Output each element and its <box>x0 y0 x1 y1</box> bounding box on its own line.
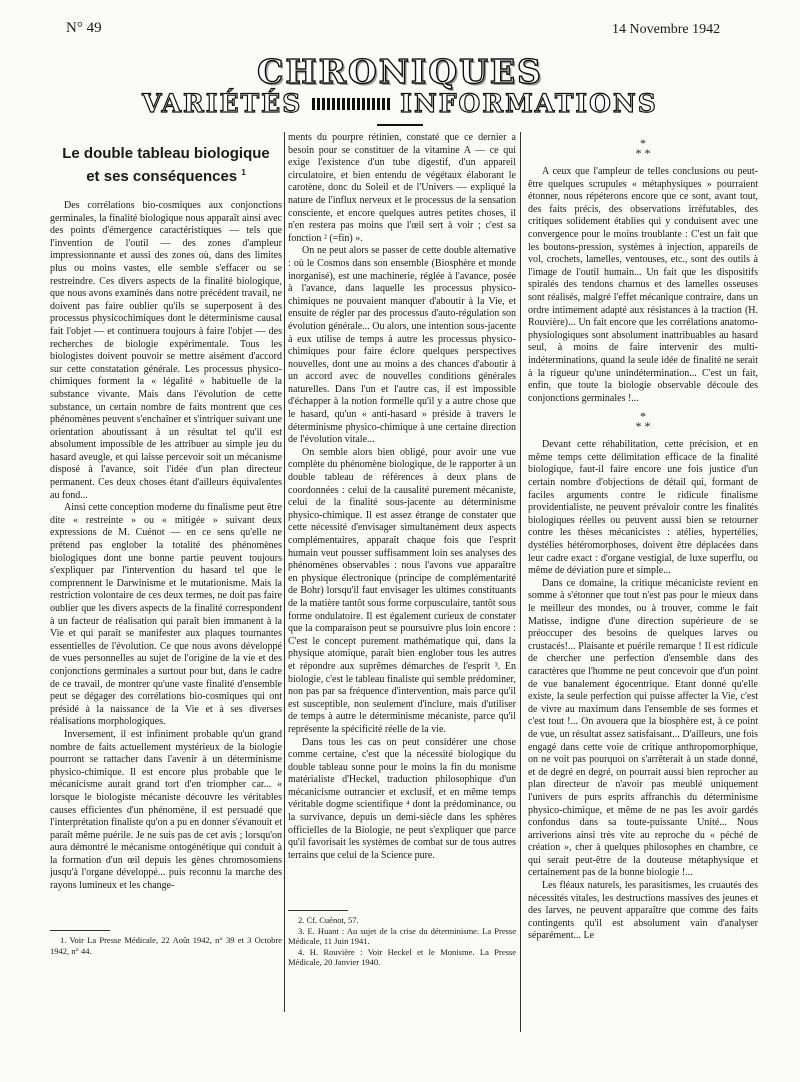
paragraph: A ceux que l'ampleur de telles conclusions ou peut-être quelques scrupules « métaphysiques » pourraient étonner, nous répéterons encore que ce sont, avant tout, des faits précis, des observations irréfutables, des critiques solidement établies qui y conduisent avec une convergence pour le moins troublante : C'est un fait que les boutons-pression, systèmes à injection, appareils de vol, crochets, lamelles, ventouses, etc., sont des outils à l'image de l'outil humain... Un fait que les dispositifs spiralés des tendons charnus et des lamelles osseuses sont réalisés, malgré l'effet mécanique contraire, dans un ordre intimement adapté aux résistances à la traction (H. Rouvière)... Un fait encore que les corrélations anatomo-physiologiques sont absolument inattribuables au hasard seul, à moins de faire intervenir des multi-indéterminations, quand la seule idée de finalité ne serait à la rigueur qu'une unindétermination... C'est un fait, enfin, que toute la biologie observable découle des conjonctions germinales !... <box>528 166 758 404</box>
paragraph: Dans tous les cas on peut considérer une chose comme certaine, c'est que la nécessité biologique du double tableau sonne pour le moins la fin du monisme matérialiste d'Heckel, traduction philosophique d'un mécanicisme outrancier et exclusif, et en même temps véritable dogme scientifique ⁴ dont la prédominance, ou la survivance, depuis un demi-siècle dans les sphères officielles de la Biologie, ne peut s'expliquer que parce qu'il favorisait les systèmes de combat sur de tous autres terrains que celui de la Science pure. <box>288 736 516 861</box>
paragraph: Inversement, il est infiniment probable qu'un grand nombre de faits actuellement mystérieux de la biologie pourront se rattacher dans l'avenir à un déterminisme physico-chimique. Il est encore plus probable que le mécanicisme aurait grand tort d'en triompher car... « lorsque le biologiste mécaniste découvre les véritables causes efficientes d'un phénomène, il est persuadé que l'interprétation finaliste qu'on a pu en donner s'évanouit et paraît même puérile. Je ne suis pas de cet avis ; lorsqu'on aura démontré le mécanisme ontogénétique qui conduit à la formation d'un œil depuis les gènes chromosomiens jusqu'à l'organe développé... puis reconnu la marche des rayons lumineux et les change- <box>50 728 282 892</box>
paragraph: On semble alors bien obligé, pour avoir une vue complète du phénomène biologique, de le rapporter à un double tableau de références à deux plans de coordonnées : celui de la causalité purement mécaniste, celui de la finalité sous-jacente au déterminisme physico-chimique. Il est assez étrange de constater que cette nécessité d'envisager simultanément deux aspects complémentaires, apparaît chaque fois que l'esprit humain veut pousser suffisamment loin ses analyses des phénomènes observables : nous l'avons vue apparaître en physique électronique (principe de complémentarité de Bohr) lorsqu'il faut envisager les ultimes constituants de la matière tantôt sous forme corpusculaire, tantôt sous forme ondulatoire. Il est également curieux de constater que la comparaison peut se poursuivre plus loin encore : C'est le concept purement mathématique qui, dans la physique atomique, paraît bien englober tous les autres et répondre aux suprêmes démarches de l'esprit ³. En biologie, c'est le tableau finaliste qui semble prédominer, non pas par sa fréquence d'intervention, mais parce qu'il est susceptible, non seulement d'inclure, mais d'utiliser de temps à autre le déterminisme mécaniste, parce qu'il représente la spécificité réelle de la vie. <box>288 446 516 735</box>
title-footnote-marker: 1 <box>241 168 246 177</box>
issue-date: 14 Novembre 1942 <box>612 22 721 37</box>
paragraph: On ne peut alors se passer de cette double alternative : où le Cosmos dans son ensemble (Biosphère et monde inorganisé), est une machinerie, réglée à l'avance, posée à l'avance, dans laquelle les processus physico-chimiques ne pouvaient manquer d'aboutir à la Vie, et ensuite de régler par des processus d'auto-régulation son évolution générale... Ou alors, une intention sous-jacente à eux utilise de temps à autre les processus physico-chimiques pour faire éclore quelques perspectives nouvelles, dont une au moins a des chances d'aboutir à un accord avec de nouvelles conditions générales naturelles. Dans l'un et l'autre cas, il est impossible d'échapper à la notion formelle qu'il y a autre chose que le hasard, qu'un « anti-hasard » préside à travers le déterminisme physico-chimique à une certaine direction de l'évolution vitale... <box>288 245 516 446</box>
masthead-title: CHRONIQUES <box>257 52 543 91</box>
issue-number: N° 49 <box>66 20 102 36</box>
footnote-rule <box>288 910 348 911</box>
article-title-line2: et ses conséquences <box>86 168 238 185</box>
paragraph: Des corrélations bio-cosmiques aux conjonctions germinales, la finalité biologique nous apparaît ainsi avec des points d'émergence caractéristiques — tels que l'invention de l'outil — des zones d'ampleur impressionnante et aussi des zones où, dans des limites plus ou moins vastes, elle semble s'effacer ou se restreindre. Ces divers aspects de la finalité biologique, que nous avons examinés dans notre précédent travail, ne doivent pas faire oublier qu'ils se superposent à des processus physicochimiques dont le déterminisme causal fait l'objet — et continuera toujours à faire l'objet — des recherches de biologie expérimentale. Tous les biologistes doivent pouvoir se mettre aisément d'accord sur cette constatation générale. Les processus physico-chimiques forment la « légalité » habituelle de la substance vivante. Mais dans l'évolution de cette substance, un certain nombre de faits montrent que ces phénomènes peuvent s'enchaîner et s'intriquer suivant une orientation aboutissant à un résultat tel qu'il est absolument impossible de les attribuer au simple jeu du hasard aveugle, et qui laisse percevoir soit un mécanisme disposé à l'avance, soit l'idée d'un plan directeur permanent. Ces deux choses étant d'ailleurs équivalentes au fond... <box>50 200 282 501</box>
masthead-sub-right: INFORMATIONS <box>400 89 658 118</box>
paragraph: Les fléaux naturels, les parasitismes, les cruautés des nécessités vitales, les destructions massives des jeunes et des larves, ne peuvent apparaître que comme des faits contingents qu'il est absolument vain d'analyser séparément... Le <box>528 880 758 942</box>
paragraph: ments du pourpre rétinien, constaté que ce dernier a besoin pour se constituer de la vitamine A — ce qui exige l'existence d'un tube digestif, d'un appareil circulatoire, et bien entendu de végétaux élaborant le carotène, donc du Soleil et de l'Univers — expliqué la nature de l'influx nerveux et le processus de la sensation consciente, et encore quelques autres petites choses, il n'en restera pas moins que l'œil sert à voir ; c'est sa fonction ² (=fin) ». <box>288 132 516 244</box>
footnote: 2. Cf. Cuénot, 57. <box>298 915 359 925</box>
masthead-ornament-icon <box>312 98 390 110</box>
masthead <box>0 52 800 126</box>
footnote: 1. Voir La Presse Médicale, 22 Août 1942, n° 39 et 3 Octobre 1942, n° 44. <box>50 935 282 956</box>
footnote-rule <box>50 930 110 931</box>
column-1-body <box>50 200 282 922</box>
column-3 <box>528 132 758 1017</box>
masthead-sub-left: VARIÉTÉS <box>142 89 303 118</box>
section-separator: * * * <box>635 409 651 434</box>
footnote: 4. H. Rouvière : Voir Heckel et le Monisme. La Presse Médicale, 20 Janvier 1940. <box>288 946 516 967</box>
column-divider <box>284 132 285 1012</box>
column-2 <box>288 132 516 968</box>
column-1 <box>50 132 282 956</box>
section-separator: * * * <box>635 136 651 160</box>
article-title-line1: Le double tableau biologique <box>62 145 270 162</box>
paragraph: Dans ce domaine, la critique mécaniciste revient en somme à s'étonner que tout n'est pas pour le mieux dans le meilleur des mondes, ou à trouver, comme le fait Matisse, indigne d'une direction supérieure de se préoccuper des besoins de quelques larves ou crustacés!... Plaisante et puérile remarque ! Il est ridicule de chercher une perfection d'ensemble dans des caractères que l'homme ne peut concevoir que d'un point de vue banalement égocentrique. Etant donné qu'elle existe, la seule perfection qui puisse affecter la Vie, c'est de vivre au maximum dans l'ensemble de ses formes et c'est tout !... On avouera que la biosphère est, à ce point de vue, un résultat assez satisfaisant... D'ailleurs, une fois engagé dans cette voie de critique anthropomorphique, on ne voit pas pourquoi on s'arrêterait à un stade donné, et de degré en degré, on pourrait aussi bien reprocher au plan directeur de n'avoir pas meublé uniquement l'univers de purs esprits affranchis du déterminisme physico-chimique, et même de ne pas les avoir gardés confondus dans sa toute-puissante Unité... Nous arriverions ainsi très vite au reproche du « péché de création », cher à quelques philosophes en chambre, ce qui serait peut-être de la douteuse métaphysique et certainement pas de la bonne biologie !... <box>528 577 758 879</box>
paragraph: Devant cette réhabilitation, cette précision, et en même temps cette délimitation efficace de la finalité biologique, faut-il faire encore une fois justice d'un certain nombre d'objections de détail qui, formant de faciles arguments contre le ridicule finalisme providentialiste, ne peuvent prévaloir contre les finalités biologiques réelles ou peuvent aussi bien se retourner contre les thèses mécanicistes : atélies, hypertélies, dystélies hétéromorphoses, doivent être déplacées dans leur cadre exact : d'organe vestigial, de luxe superflu, ou même de déviation pure et simple... <box>528 439 758 577</box>
column-3-body <box>528 132 758 1017</box>
article-title <box>50 144 282 186</box>
masthead-rule <box>377 124 423 126</box>
paragraph: Ainsi cette conception moderne du finalisme peut être dite « restreinte » ou « mitigée » suivant deux expressions de M. Cuénot — en ce sens qu'elle ne prétend pas englober la totalité des phénomènes biologiques dont une bonne partie peuvent toujours s'expliquer par l'intervention du hasard tel que le comprennent le Darwinisme et le mutationisme. Mais la restriction volontaire de ces deux termes, ne doit pas faire oublier que les divers aspects de la finalité correspondent à un facteur de réalisation qui paraît bien immanent à la Vie et qui paraît se manifester aux plaques tournantes essentielles de l'évolution. Ce que nous avons développé de vues personnelles au sujet de l'origine de la vie et des conjonctions germinales a surtout pour but, dans le cadre de ce travail, de montrer qu'une vaste finalité d'ensemble peut se dégager des corrélations bio-cosmiques qui ont présidé à la naissance de la Vie et à ses diverses réalisations morphologiques. <box>50 502 282 728</box>
column-2-body <box>288 132 516 902</box>
footnote: 3. E. Huant : Au sujet de la crise du déterminisme. La Presse Médicale, 11 Juin 1941. <box>288 925 516 946</box>
masthead-subtitle <box>0 89 800 118</box>
column-divider <box>520 132 521 1032</box>
